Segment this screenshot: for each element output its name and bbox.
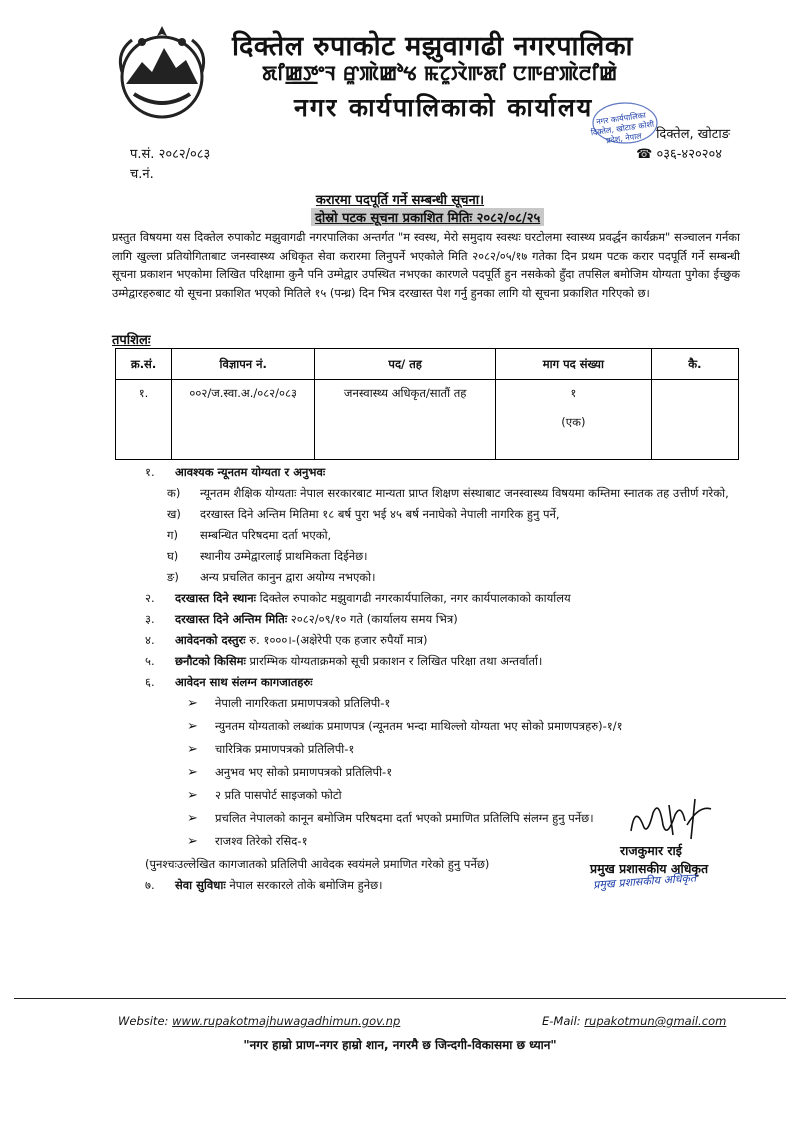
details-heading: तपशिलः xyxy=(112,333,151,348)
dispatch-number: च.नं. xyxy=(130,167,154,182)
list-item: ➢ राजश्व तिरेको रसिद-१ xyxy=(145,831,755,854)
list-item: ४. आवेदनको दस्तुरः रु. १०००।-(अक्षेरेपी एक हजार रुपैयाँ मात्र) xyxy=(145,633,428,647)
office-name: नगर कार्यपालिकाको कार्यालय xyxy=(294,93,594,122)
list-item: २. दरखास्त दिने स्थानः दिक्तेल रुपाकोट मझुवागढी नगरकार्यपालिका, नगर कार्यपालकाको कार्यालय xyxy=(145,591,571,605)
documents-note: (पुनश्चःउल्लेखित कागजातको प्रतिलिपी आवेदक स्वयंमले प्रमाणित गरेको हुनु पर्नेछ) xyxy=(145,857,490,871)
list-item: ➢ चारित्रिक प्रमाणपत्रको प्रतिलिपी-१ xyxy=(145,739,755,762)
list-item: ख) दरखास्त दिने अन्तिम मितिमा १८ बर्ष पुरा भई ४५ बर्ष ननाघेको नेपाली नागरिक हुनु पर्ने, xyxy=(167,507,560,521)
col-remarks: कै. xyxy=(651,349,738,380)
list-item: ५. छनौटको किसिमः प्रारम्भिक योग्यताक्रमको सूची प्रकाशन र लिखित परिक्षा तथा अन्तर्वार्ता। xyxy=(145,654,543,668)
office-seal-text: नगर कार्यपालिका दिक्तेल, खोटाङ कोशी प्रदेश, नेपाल xyxy=(590,110,655,146)
notice-title: करारमा पदपूर्ति गर्ने सम्बन्धी सूचना। xyxy=(315,193,485,208)
footer-email: E-Mail: rupakotmun@gmail.com xyxy=(542,1014,727,1028)
table-row xyxy=(116,380,739,460)
signatory-designation: प्रमुख प्रशासकीय अधिकृत xyxy=(590,861,709,876)
arrow-bullet-icon: ➢ xyxy=(187,696,198,711)
col-sn: क्र.सं. xyxy=(116,349,172,380)
col-adv-no: विज्ञापन नं. xyxy=(172,349,315,380)
arrow-bullet-icon: ➢ xyxy=(187,742,198,757)
list-item: ग) सम्बन्धित परिषदमा दर्ता भएको, xyxy=(167,528,332,542)
list-item: १. आवश्यक न्यूनतम योग्यता र अनुभवः xyxy=(145,462,755,483)
signature-icon xyxy=(625,795,720,845)
list-item: घ) स्थानीय उम्मेद्वारलाई प्राथमिकता दिईनेछ। xyxy=(167,549,368,563)
list-item: ७. सेवा सुविधाः नेपाल सरकारले तोके बमोजिम हुनेछ। xyxy=(145,878,383,892)
signature-stamp: प्रमुख प्रशासकीय अधिकृत xyxy=(592,871,697,892)
cell-adv-no: ००२/ज.स्वा.अ./०८२/०८३ xyxy=(172,380,315,460)
list-item: ➢ न्युनतम योग्यताको लब्धांक प्रमाणपत्र (न्यूनतम भन्दा माथिल्लो योग्यता भए सोको प्रमाणपत्रहरु)-१/१ xyxy=(145,716,755,739)
arrow-bullet-icon: ➢ xyxy=(187,765,198,780)
count-number: १ xyxy=(570,386,577,400)
col-post: पद/ तह xyxy=(315,349,496,380)
cell-count xyxy=(496,380,652,460)
vacancy-table xyxy=(115,348,739,460)
table-header-row xyxy=(116,349,739,380)
municipality-name-script: ꯗꯤꯀ꯭ꯇꯦꯜ ꯔꯨꯄꯥꯀꯣꯠ ꯃꯖꯨꯋꯥꯒꯗꯤ ꯅꯒꯔꯄꯥꯂꯤꯀꯥ xyxy=(262,61,618,85)
arrow-bullet-icon: ➢ xyxy=(187,788,198,803)
list-item: ६. आवेदन साथ संलग्न कागजातहरुः xyxy=(145,675,313,689)
website-link[interactable]: www.rupakotmajhuwagadhimun.gov.np xyxy=(172,1014,401,1028)
municipality-name: दिक्तेल रुपाकोट मझुवागढी नगरपालिका xyxy=(232,31,634,62)
footer-motto: "नगर हाम्रो प्राण-नगर हाम्रो शान, नगरमै छ जिन्दगी-विकासमा छ ध्यान" xyxy=(243,1038,557,1052)
arrow-bullet-icon: ➢ xyxy=(187,834,198,849)
footer-divider xyxy=(14,998,786,999)
section-title: आवश्यक न्यूनतम योग्यता र अनुभवः xyxy=(175,465,326,479)
office-location: दिक्तेल, खोटाङ xyxy=(656,127,730,142)
email-link[interactable]: rupakotmun@gmail.com xyxy=(584,1014,727,1028)
cell-sn: १. xyxy=(116,380,172,460)
list-item: क) न्यूनतम शैक्षिक योग्यताः नेपाल सरकारबाट मान्यता प्राप्त शिक्षण संस्थाबाट जनस्वास्थ्य विषयमा कम्तिमा स्नातक तह उत्तीर्ण गरेको, xyxy=(167,486,729,500)
arrow-bullet-icon: ➢ xyxy=(187,719,198,734)
notice-subtitle: दोस्रो पटक सूचना प्रकाशित मितिः २०८२/०८/२५ xyxy=(311,208,544,226)
count-words: (एक) xyxy=(561,415,586,429)
col-count: माग पद संख्या xyxy=(496,349,652,380)
notice-body: प्रस्तुत विषयमा यस दिक्तेल रुपाकोट मझुवागढी नगरपालिका अन्तर्गत "म स्वस्थ, मेरो समुदाय स्वस्थः घरटोलमा स्वास्थ्य प्रवर्द्धन कार्यक्रम" सञ्चालन गर्नका लागि खुल्ला प्रतियोगिताबाट जनस्वास्थ्य अधिकृत सेवा करारमा लिनुपर्ने भएकोले मिति २०८२/०५/१७ गतेका दिन प्रथम पटक करार पदपूर्ति गर्ने सम्बन्धी सूचना प्रकाशन भएकोमा लिखित परिक्षामा कुनै पनि उम्मेद्वार उपस्थित नभएका कारणले पदपूर्ति हुन नसकेको हुँदा तपसिल बमोजिम योग्यता पुगेका ईच्छुक उम्मेद्वारहरुबाट यो सूचना प्रकाशित भएको मितिले १५ (पन्ध्र) दिन भित्र दरखास्त पेश गर्नु हुनका लागि यो सूचना प्रकाशित गरिएको छ। xyxy=(112,230,740,300)
cell-post: जनस्वास्थ्य अधिकृत/सातौं तह xyxy=(315,380,496,460)
arrow-bullet-icon: ➢ xyxy=(187,811,198,826)
reference-number: प.सं. २०८२/०८३ xyxy=(130,147,211,162)
government-emblem-icon xyxy=(112,22,212,122)
list-item: ➢ २ प्रति पासपोर्ट साइजको फोटो xyxy=(145,785,755,808)
cell-remarks xyxy=(651,380,738,460)
signatory-name: राजकुमार राई xyxy=(620,843,682,858)
footer-website: Website: www.rupakotmajhuwagadhimun.gov.np xyxy=(118,1014,401,1028)
list-item: ➢ अनुभव भए सोको प्रमाणपत्रको प्रतिलिपी-१ xyxy=(145,762,755,785)
list-item: ➢ नेपाली नागरिकता प्रमाणपत्रको प्रतिलिपी-१ xyxy=(145,693,755,716)
office-phone: ☎ ०३६-४२०२०४ xyxy=(636,147,722,162)
list-item: ➢ प्रचलित नेपालको कानून बमोजिम परिषदमा दर्ता भएको प्रमाणित प्रतिलिपि संलग्न हुनु पर्नेछ। xyxy=(145,808,755,831)
list-item: ङ) अन्य प्रचलित कानुन द्वारा अयोग्य नभएको। xyxy=(167,570,376,584)
list-item: ३. दरखास्त दिने अन्तिम मितिः २०८२/०९/१० गते (कार्यालय समय भित्र) xyxy=(145,612,458,626)
